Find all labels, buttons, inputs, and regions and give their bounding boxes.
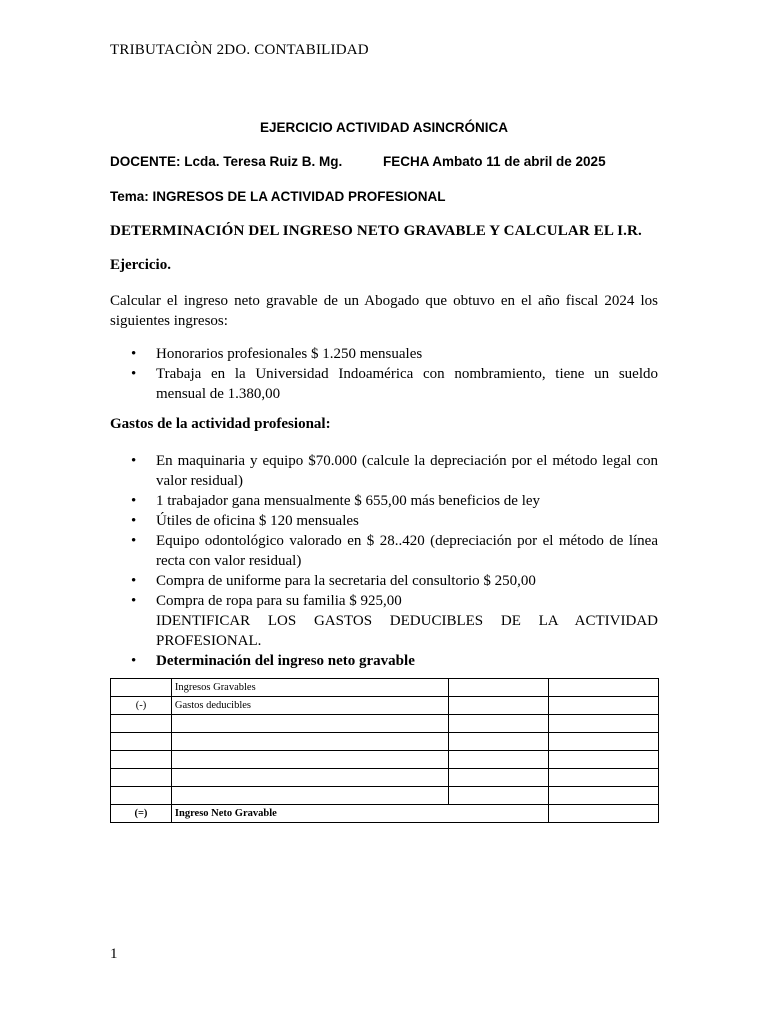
bullet-icon: • [131,533,137,549]
bullet-icon: • [131,453,137,469]
expenses-heading: Gastos de la actividad profesional: [110,416,331,432]
table-cell [171,733,449,751]
table-row [111,733,659,751]
bullet-icon: • [131,346,137,362]
table-cell [549,697,659,715]
exercise-label: Ejercicio. [110,257,171,273]
page-number: 1 [110,946,118,962]
bullet-icon: • [131,513,137,529]
table-cell [171,715,449,733]
bullet-icon: • [131,573,137,589]
intro-paragraph: Calcular el ingreso neto gravable de un Abogado que obtuvo en el año fiscal 2024 los siguientes ingresos: [110,293,658,329]
bullet-icon: • [131,653,137,669]
list-item: • En maquinaria y equipo $70.000 (calcule la depreciación por el método legal con valor residual) [131,453,658,489]
page-header: TRIBUTACIÒN 2DO. CONTABILIDAD [110,42,369,58]
section-heading: DETERMINACIÓN DEL INGRESO NETO GRAVABLE Y CALCULAR EL I.R. [110,223,642,239]
table-cell [171,787,449,805]
table-cell [549,751,659,769]
teacher-line: DOCENTE: Lcda. Teresa Ruiz B. Mg. [110,154,343,169]
table-row [111,769,659,787]
list-item: • Compra de ropa para su familia $ 925,00 [131,593,402,609]
table-cell: (-) [111,697,172,715]
exercise-title: EJERCICIO ACTIVIDAD ASINCRÓNICA [259,120,509,135]
table-row [111,715,659,733]
table-cell [111,751,172,769]
table-row [111,697,659,715]
list-item: • Compra de uniforme para la secretaria del consultorio $ 250,00 [131,573,536,589]
bullet-icon: • [131,366,137,382]
table-row [111,751,659,769]
list-item: • Determinación del ingreso neto gravable [131,653,415,669]
table-cell [449,733,549,751]
calculation-table [110,678,659,823]
table-cell [549,805,659,823]
table-row [111,787,659,805]
table-cell [449,751,549,769]
table-cell: Gastos deducibles [171,697,449,715]
table-cell [549,769,659,787]
table-cell: Ingresos Gravables [171,679,449,697]
table-cell [449,769,549,787]
table-cell [449,715,549,733]
instruction-line: IDENTIFICAR LOS GASTOS DEDUCIBLES DE LA ACTIVIDAD PROFESIONAL. [156,613,658,649]
table-cell [449,679,549,697]
income-list [110,344,658,404]
table-cell [111,715,172,733]
list-item: • 1 trabajador gana mensualmente $ 655,00 más beneficios de ley [131,493,541,509]
table-cell [111,679,172,697]
table-cell [449,697,549,715]
bullet-icon: • [131,493,137,509]
table-cell [549,679,659,697]
table-cell [549,787,659,805]
table-cell [549,733,659,751]
table-cell [111,769,172,787]
table-cell [111,787,172,805]
table-cell [111,733,172,751]
table-cell [549,715,659,733]
list-item: • Útiles de oficina $ 120 mensuales [131,513,359,529]
table-cell [449,787,549,805]
table-row [111,679,659,697]
date-line: FECHA Ambato 11 de abril de 2025 [383,154,606,169]
table-cell: (=) [111,805,172,823]
expenses-list [110,451,658,671]
list-item: • Trabaja en la Universidad Indoamérica con nombramiento, tiene un sueldo mensual de 1.380,00 [131,366,658,402]
list-item: • Honorarios profesionales $ 1.250 mensuales [131,346,423,362]
table-cell [171,751,449,769]
topic-line: Tema: INGRESOS DE LA ACTIVIDAD PROFESIONAL [110,189,446,204]
table-cell [171,769,449,787]
table-total-row [111,805,659,823]
list-item: • Equipo odontológico valorado en $ 28..420 (depreciación por el método de línea recta con valor residual) [131,533,658,569]
bullet-icon: • [131,593,137,609]
table-cell: Ingreso Neto Gravable [171,805,548,823]
